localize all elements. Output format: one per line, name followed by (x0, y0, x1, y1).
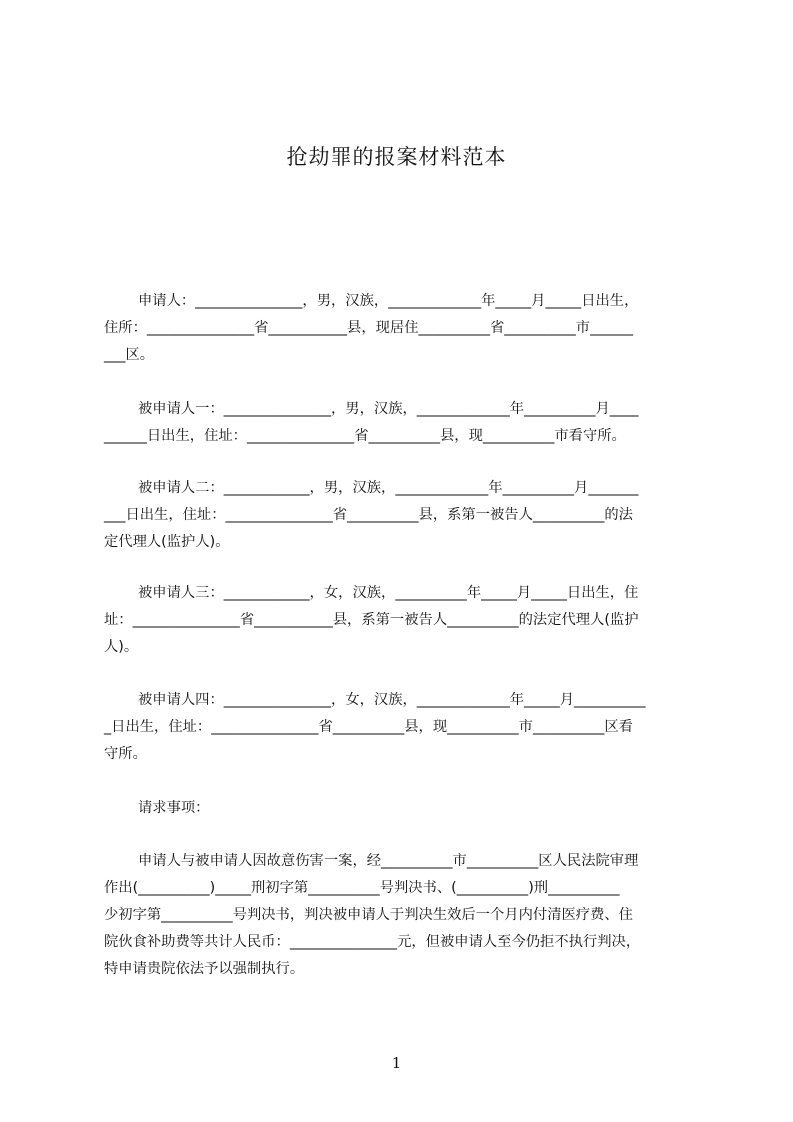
text-line: 院伙食补助费等共计人民币：_______________元，但被申请人至今仍拒不执行判决， (104, 934, 641, 950)
text-line: 少初字第__________号判决书，判决被申请人于判决生效后一个月内付清医疗费、住 (104, 907, 633, 923)
text-line: 特申请贵院依法予以强制执行。 (104, 961, 305, 977)
text-line: _日出生，住址：_______________省__________县，现__________市__________区看 (104, 719, 633, 735)
text-line: ___区。 (104, 347, 155, 363)
text-line: 请求事项： (138, 800, 210, 816)
text-line: 住所：_______________省___________县，现居住__________省__________市______ (104, 320, 633, 336)
paragraph-request-body (104, 848, 699, 983)
text-line: 守所。 (104, 746, 147, 762)
page-number: 1 (391, 1054, 402, 1072)
text-line: 人)。 (104, 639, 139, 655)
text-line: 址：_______________省___________县，系第一被告人__________的法定代理人(监护 (104, 612, 639, 628)
paragraph-respondent-4 (104, 687, 699, 768)
text-line: 被申请人二：____________，男，汉族，_____________年__________月_______ (138, 480, 639, 496)
paragraph-respondent-2 (104, 475, 699, 556)
text-line: 申请人：_______________，男，汉族，_____________年_____月_____日出生， (138, 293, 639, 309)
paragraph-respondent-1 (104, 396, 699, 450)
text-line: 被申请人四：_______________，女，汉族，_____________年_____月__________ (138, 692, 646, 708)
text-line: ___日出生，住址：_______________省__________县，系第一被告人__________的法 (104, 507, 633, 523)
text-line: 申请人与被申请人因故意伤害一案，经__________市__________区人民法院审理 (138, 853, 639, 869)
document-title: 抢劫罪的报案材料范本 (286, 145, 507, 169)
text-line: 被申请人三：____________，女，汉族，__________年_____月_____日出生，住 (138, 585, 639, 601)
paragraph-respondent-3 (104, 580, 699, 661)
text-line: 定代理人(监护人)。 (104, 534, 230, 550)
text-line: 作出(__________)_____刑初字第__________号判决书、(__________)刑__________ (104, 880, 620, 896)
text-line: 被申请人一：_______________，男，汉族，_____________年__________月____ (138, 401, 639, 417)
paragraph-applicant (104, 288, 699, 369)
request-heading (104, 795, 699, 822)
text-line: ______日出生，住址：_______________省__________县，现__________市看守所。 (104, 428, 626, 444)
